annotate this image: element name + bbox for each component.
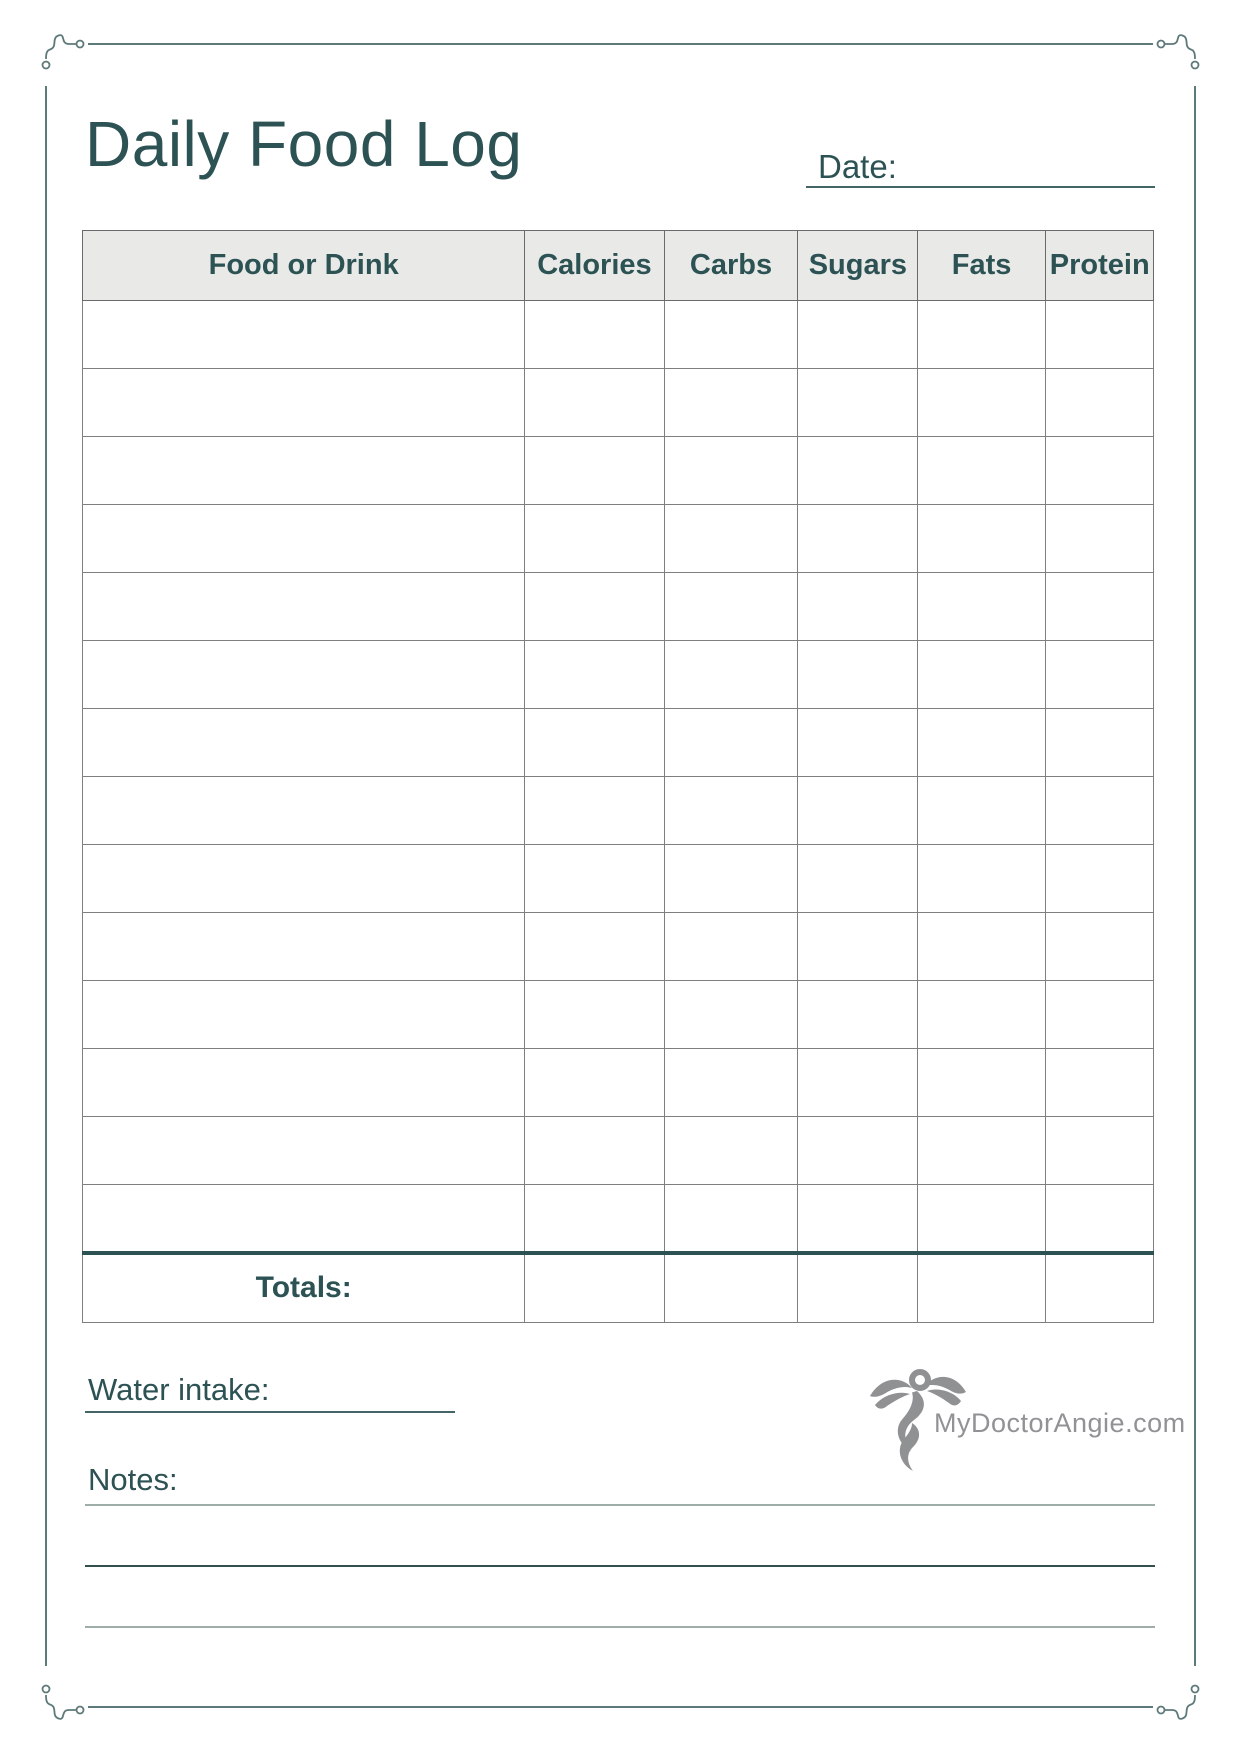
table-row: [83, 913, 1154, 981]
empty-entry-cell[interactable]: [918, 437, 1045, 505]
empty-entry-cell[interactable]: [83, 1185, 525, 1253]
empty-entry-cell[interactable]: [1045, 845, 1153, 913]
totals-calories-cell[interactable]: [525, 1253, 664, 1323]
table-footer: [83, 1253, 1154, 1323]
empty-entry-cell[interactable]: [1045, 369, 1153, 437]
empty-entry-cell[interactable]: [664, 437, 798, 505]
totals-label: Totals:: [83, 1253, 525, 1323]
empty-entry-cell[interactable]: [525, 913, 664, 981]
notes-input-line[interactable]: [85, 1626, 1155, 1628]
empty-entry-cell[interactable]: [798, 845, 918, 913]
empty-entry-cell[interactable]: [918, 981, 1045, 1049]
empty-entry-cell[interactable]: [525, 301, 664, 369]
table-row: [83, 845, 1154, 913]
empty-entry-cell[interactable]: [664, 1049, 798, 1117]
empty-entry-cell[interactable]: [798, 981, 918, 1049]
empty-entry-cell[interactable]: [798, 709, 918, 777]
empty-entry-cell[interactable]: [525, 1117, 664, 1185]
empty-entry-cell[interactable]: [1045, 1117, 1153, 1185]
empty-entry-cell[interactable]: [525, 369, 664, 437]
empty-entry-cell[interactable]: [664, 1185, 798, 1253]
table-row: [83, 1185, 1154, 1253]
table-row: [83, 1049, 1154, 1117]
empty-entry-cell[interactable]: [1045, 1049, 1153, 1117]
empty-entry-cell[interactable]: [664, 505, 798, 573]
empty-entry-cell[interactable]: [83, 1117, 525, 1185]
empty-entry-cell[interactable]: [918, 573, 1045, 641]
empty-entry-cell[interactable]: [1045, 913, 1153, 981]
empty-entry-cell[interactable]: [83, 437, 525, 505]
empty-entry-cell[interactable]: [664, 777, 798, 845]
column-header-calories: Calories: [525, 231, 664, 301]
empty-entry-cell[interactable]: [1045, 777, 1153, 845]
totals-protein-cell[interactable]: [1045, 1253, 1153, 1323]
brand-text: MyDoctorAngie.com: [934, 1408, 1186, 1438]
empty-entry-cell[interactable]: [664, 913, 798, 981]
notes-label: Notes:: [88, 1462, 178, 1497]
empty-entry-cell[interactable]: [918, 845, 1045, 913]
table-row: [83, 1117, 1154, 1185]
table-row: [83, 369, 1154, 437]
empty-entry-cell[interactable]: [798, 1185, 918, 1253]
empty-entry-cell[interactable]: [664, 709, 798, 777]
page-border-left: [45, 86, 47, 1666]
totals-sugars-cell[interactable]: [798, 1253, 918, 1323]
empty-entry-cell[interactable]: [918, 709, 1045, 777]
empty-entry-cell[interactable]: [525, 437, 664, 505]
empty-entry-cell[interactable]: [798, 505, 918, 573]
date-input-line[interactable]: [806, 186, 1155, 188]
empty-entry-cell[interactable]: [918, 641, 1045, 709]
page-border-right: [1194, 86, 1196, 1666]
empty-entry-cell[interactable]: [83, 845, 525, 913]
empty-entry-cell[interactable]: [918, 1185, 1045, 1253]
curl-flourish-icon: [30, 28, 90, 88]
empty-entry-cell[interactable]: [83, 573, 525, 641]
empty-entry-cell[interactable]: [83, 369, 525, 437]
empty-entry-cell[interactable]: [1045, 573, 1153, 641]
empty-entry-cell[interactable]: [525, 641, 664, 709]
totals-fats-cell[interactable]: [918, 1253, 1045, 1323]
empty-entry-cell[interactable]: [525, 573, 664, 641]
table-row: [83, 641, 1154, 709]
empty-entry-cell[interactable]: [918, 913, 1045, 981]
table-row: [83, 301, 1154, 369]
table-row: [83, 437, 1154, 505]
empty-entry-cell[interactable]: [664, 1117, 798, 1185]
empty-entry-cell[interactable]: [798, 301, 918, 369]
table-row: [83, 505, 1154, 573]
empty-entry-cell[interactable]: [1045, 641, 1153, 709]
table-header: [83, 231, 1154, 301]
empty-entry-cell[interactable]: [798, 1049, 918, 1117]
column-header-protein: Protein: [1045, 231, 1153, 301]
empty-entry-cell[interactable]: [798, 913, 918, 981]
empty-entry-cell[interactable]: [525, 1049, 664, 1117]
table-row: [83, 777, 1154, 845]
page-border-bottom: [88, 1706, 1153, 1708]
empty-entry-cell[interactable]: [83, 777, 525, 845]
empty-entry-cell[interactable]: [1045, 301, 1153, 369]
notes-input-line[interactable]: [85, 1565, 1155, 1567]
table-row: [83, 573, 1154, 641]
empty-entry-cell[interactable]: [525, 981, 664, 1049]
empty-entry-cell[interactable]: [918, 369, 1045, 437]
empty-entry-cell[interactable]: [798, 641, 918, 709]
column-header-food-or-drink: Food or Drink: [83, 231, 525, 301]
column-header-sugars: Sugars: [798, 231, 918, 301]
empty-entry-cell[interactable]: [798, 437, 918, 505]
empty-entry-cell[interactable]: [83, 505, 525, 573]
empty-entry-cell[interactable]: [525, 845, 664, 913]
empty-entry-cell[interactable]: [525, 777, 664, 845]
notes-input-line[interactable]: [85, 1504, 1155, 1506]
column-header-fats: Fats: [918, 231, 1045, 301]
empty-entry-cell[interactable]: [83, 301, 525, 369]
empty-entry-cell[interactable]: [664, 369, 798, 437]
empty-entry-cell[interactable]: [1045, 437, 1153, 505]
curl-flourish-icon: [1151, 1666, 1211, 1726]
empty-entry-cell[interactable]: [798, 777, 918, 845]
table-row: [83, 981, 1154, 1049]
empty-entry-cell[interactable]: [664, 845, 798, 913]
empty-entry-cell[interactable]: [83, 641, 525, 709]
empty-entry-cell[interactable]: [664, 573, 798, 641]
empty-entry-cell[interactable]: [664, 641, 798, 709]
food-log-rows: [83, 301, 1154, 1253]
food-log-table: [82, 230, 1154, 1323]
empty-entry-cell[interactable]: [798, 1117, 918, 1185]
empty-entry-cell[interactable]: [918, 777, 1045, 845]
empty-entry-cell[interactable]: [83, 913, 525, 981]
empty-entry-cell[interactable]: [83, 709, 525, 777]
table-row: [83, 709, 1154, 777]
curl-flourish-icon: [30, 1666, 90, 1726]
empty-entry-cell[interactable]: [798, 573, 918, 641]
totals-carbs-cell[interactable]: [664, 1253, 798, 1323]
empty-entry-cell[interactable]: [798, 369, 918, 437]
page-border-top: [88, 43, 1153, 45]
column-header-carbs: Carbs: [664, 231, 798, 301]
empty-entry-cell[interactable]: [525, 505, 664, 573]
totals-row: [83, 1253, 1154, 1323]
header-row: [83, 231, 1154, 301]
empty-entry-cell[interactable]: [918, 301, 1045, 369]
empty-entry-cell[interactable]: [918, 505, 1045, 573]
date-label: Date:: [818, 148, 897, 185]
empty-entry-cell[interactable]: [83, 1049, 525, 1117]
empty-entry-cell[interactable]: [664, 301, 798, 369]
empty-entry-cell[interactable]: [918, 1049, 1045, 1117]
empty-entry-cell[interactable]: [918, 1117, 1045, 1185]
empty-entry-cell[interactable]: [1045, 505, 1153, 573]
empty-entry-cell[interactable]: [525, 709, 664, 777]
empty-entry-cell[interactable]: [525, 1185, 664, 1253]
water-intake-label: Water intake:: [88, 1372, 270, 1407]
curl-flourish-icon: [1151, 28, 1211, 88]
empty-entry-cell[interactable]: [1045, 981, 1153, 1049]
empty-entry-cell[interactable]: [83, 981, 525, 1049]
empty-entry-cell[interactable]: [1045, 1185, 1153, 1253]
empty-entry-cell[interactable]: [664, 981, 798, 1049]
water-intake-input-line[interactable]: [85, 1411, 455, 1413]
page-title: Daily Food Log: [85, 108, 523, 180]
empty-entry-cell[interactable]: [1045, 709, 1153, 777]
